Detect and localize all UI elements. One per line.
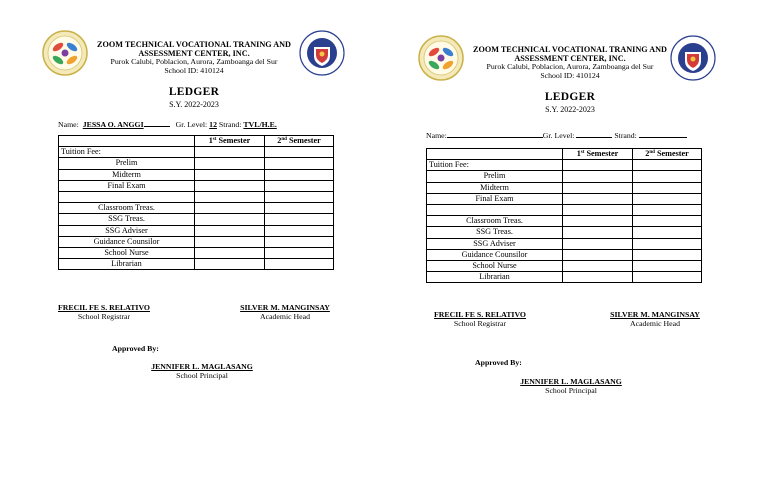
table-row	[427, 171, 702, 182]
row-label: Guidance Counsilor	[427, 249, 563, 260]
table-row	[59, 214, 334, 225]
header-blank	[427, 149, 563, 160]
school-address: Purok Calubi, Poblacion, Aurora, Zamboanga del Sur	[486, 62, 654, 71]
row-label: Tuition Fee:	[59, 147, 195, 158]
sem1-cell[interactable]	[195, 158, 265, 169]
academic-head-signature	[600, 310, 710, 328]
sem2-cell[interactable]	[265, 169, 334, 180]
sem1-cell[interactable]	[563, 272, 633, 283]
sem2-cell[interactable]	[633, 160, 702, 171]
table-row	[59, 247, 334, 258]
table-row	[59, 158, 334, 169]
strand-blank[interactable]	[639, 129, 687, 138]
row-label: Midterm	[59, 169, 195, 180]
sem2-cell[interactable]	[633, 182, 702, 193]
sem2-cell[interactable]	[633, 216, 702, 227]
header-1st-semester: 1st Semester	[195, 136, 265, 147]
sem2-cell[interactable]	[265, 247, 334, 258]
row-label: School Nurse	[427, 260, 563, 271]
principal-title: School Principal	[545, 386, 597, 395]
table-row	[427, 249, 702, 260]
sem1-cell[interactable]	[195, 180, 265, 191]
principal-signature	[142, 362, 262, 380]
sem1-cell[interactable]	[195, 191, 265, 202]
sem1-cell[interactable]	[195, 214, 265, 225]
student-info-line	[426, 129, 716, 140]
registrar-name: FRECIL FE S. RELATIVO	[434, 310, 526, 319]
sem2-cell[interactable]	[633, 260, 702, 271]
registrar-signature	[424, 310, 536, 328]
approved-by-label: Approved By:	[112, 344, 159, 353]
table-row	[59, 236, 334, 247]
table-row	[59, 147, 334, 158]
sem1-cell[interactable]	[195, 147, 265, 158]
fees-table	[58, 135, 334, 270]
sem2-cell[interactable]	[265, 203, 334, 214]
grade-label: Gr. Level:	[542, 131, 575, 140]
sem2-cell[interactable]	[265, 225, 334, 236]
sem2-cell[interactable]	[265, 236, 334, 247]
row-label: School Nurse	[59, 247, 195, 258]
strand-label: Strand:	[614, 131, 637, 140]
sem1-cell[interactable]	[195, 236, 265, 247]
sem2-cell[interactable]	[265, 259, 334, 270]
sem1-cell[interactable]	[563, 160, 633, 171]
school-id: School ID: 410124	[540, 71, 600, 80]
deped-seal-logo	[299, 30, 345, 76]
sem2-cell[interactable]	[265, 191, 334, 202]
sem1-cell[interactable]	[195, 225, 265, 236]
header-1st-semester: 1st Semester	[563, 149, 633, 160]
fees-table	[426, 148, 702, 283]
table-header-row	[59, 136, 334, 147]
table-row	[427, 227, 702, 238]
principal-title: School Principal	[176, 371, 228, 380]
school-name: ZOOM TECHNICAL VOCATIONAL TRANING AND ASSESSMENT CENTER, INC.	[473, 45, 667, 63]
grade-blank[interactable]	[576, 129, 612, 138]
sem1-cell[interactable]	[563, 238, 633, 249]
table-row	[427, 204, 702, 215]
ledger-title: LEDGER	[168, 86, 220, 98]
ledger-title: LEDGER	[544, 91, 596, 103]
row-label: SSG Treas.	[427, 227, 563, 238]
grade-label: Gr. Level:	[175, 120, 208, 129]
table-row	[427, 182, 702, 193]
table-row	[59, 191, 334, 202]
school-address: Purok Calubi, Poblacion, Aurora, Zamboanga del Sur	[110, 57, 278, 66]
principal-signature	[511, 377, 631, 395]
sem2-cell[interactable]	[633, 238, 702, 249]
school-id: School ID: 410124	[164, 66, 224, 75]
name-label: Name:	[426, 131, 447, 140]
header-2nd-semester: 2nd Semester	[265, 136, 334, 147]
sem1-cell[interactable]	[195, 259, 265, 270]
name-blank[interactable]	[447, 129, 543, 138]
row-label: Librarian	[59, 259, 195, 270]
table-row	[427, 260, 702, 271]
sem2-cell[interactable]	[633, 171, 702, 182]
sem2-cell[interactable]	[265, 214, 334, 225]
name-value: JESSA O. ANGGI	[82, 120, 144, 129]
row-label	[427, 204, 563, 215]
name-underline	[144, 118, 170, 127]
principal-name: JENNIFER L. MAGLASANG	[151, 362, 253, 371]
row-label: Prelim	[427, 171, 563, 182]
name-label: Name:	[58, 120, 79, 129]
table-row	[59, 225, 334, 236]
sem1-cell[interactable]	[195, 169, 265, 180]
table-row	[59, 259, 334, 270]
row-label: Classroom Treas.	[59, 203, 195, 214]
grade-value: 12	[209, 120, 217, 129]
sem2-cell[interactable]	[633, 227, 702, 238]
table-row	[427, 238, 702, 249]
sem2-cell[interactable]	[633, 193, 702, 204]
row-label: SSG Adviser	[427, 238, 563, 249]
row-label: Final Exam	[427, 193, 563, 204]
sem1-cell[interactable]	[563, 171, 633, 182]
row-label: Librarian	[427, 272, 563, 283]
registrar-name: FRECIL FE S. RELATIVO	[58, 303, 150, 312]
student-info-line	[58, 118, 348, 129]
registrar-signature	[48, 303, 160, 321]
row-label: SSG Adviser	[59, 225, 195, 236]
table-row	[59, 169, 334, 180]
sem1-cell[interactable]	[563, 249, 633, 260]
principal-name: JENNIFER L. MAGLASANG	[520, 377, 622, 386]
sem1-cell[interactable]	[195, 203, 265, 214]
header-blank	[59, 136, 195, 147]
academic-head-title: Academic Head	[629, 319, 680, 328]
academic-head-name: SILVER M. MANGINSAY	[240, 303, 330, 312]
sem2-cell[interactable]	[265, 147, 334, 158]
strand-label: Strand:	[218, 120, 242, 129]
table-header-row	[427, 149, 702, 160]
sem1-cell[interactable]	[563, 193, 633, 204]
sem2-cell[interactable]	[265, 180, 334, 191]
school-year: S.Y. 2022-2023	[169, 100, 219, 109]
approved-by-label: Approved By:	[475, 358, 522, 367]
academic-head-name: SILVER M. MANGINSAY	[610, 310, 700, 319]
sem2-cell[interactable]	[633, 249, 702, 260]
table-row	[427, 272, 702, 283]
table-row	[59, 180, 334, 191]
row-label: Final Exam	[59, 180, 195, 191]
academic-head-title: Academic Head	[259, 312, 310, 321]
row-label: Tuition Fee:	[427, 160, 563, 171]
academic-head-signature	[230, 303, 340, 321]
table-row	[427, 160, 702, 171]
row-label	[59, 191, 195, 202]
sem1-cell[interactable]	[563, 216, 633, 227]
ledger-form-filled	[42, 30, 342, 430]
sem1-cell[interactable]	[195, 247, 265, 258]
sem2-cell[interactable]	[633, 272, 702, 283]
row-label: SSG Treas.	[59, 214, 195, 225]
sem1-cell[interactable]	[563, 260, 633, 271]
school-logo	[418, 35, 464, 81]
school-logo	[42, 30, 88, 76]
school-name: ZOOM TECHNICAL VOCATIONAL TRANING AND ASSESSMENT CENTER, INC.	[97, 40, 291, 58]
school-year: S.Y. 2022-2023	[545, 105, 595, 114]
sem1-cell[interactable]	[563, 227, 633, 238]
ledger-form-blank	[418, 35, 718, 435]
row-label: Prelim	[59, 158, 195, 169]
registrar-title: School Registrar	[453, 319, 507, 328]
table-row	[427, 216, 702, 227]
table-row	[427, 193, 702, 204]
row-label: Classroom Treas.	[427, 216, 563, 227]
strand-value: TVL/H.E.	[243, 120, 277, 129]
header-2nd-semester: 2nd Semester	[633, 149, 702, 160]
table-row	[59, 203, 334, 214]
sem2-cell[interactable]	[265, 158, 334, 169]
sem1-cell[interactable]	[563, 204, 633, 215]
registrar-title: School Registrar	[77, 312, 131, 321]
sem2-cell[interactable]	[633, 204, 702, 215]
deped-seal-logo	[670, 35, 716, 81]
row-label: Midterm	[427, 182, 563, 193]
sem1-cell[interactable]	[563, 182, 633, 193]
row-label: Guidance Counsilor	[59, 236, 195, 247]
